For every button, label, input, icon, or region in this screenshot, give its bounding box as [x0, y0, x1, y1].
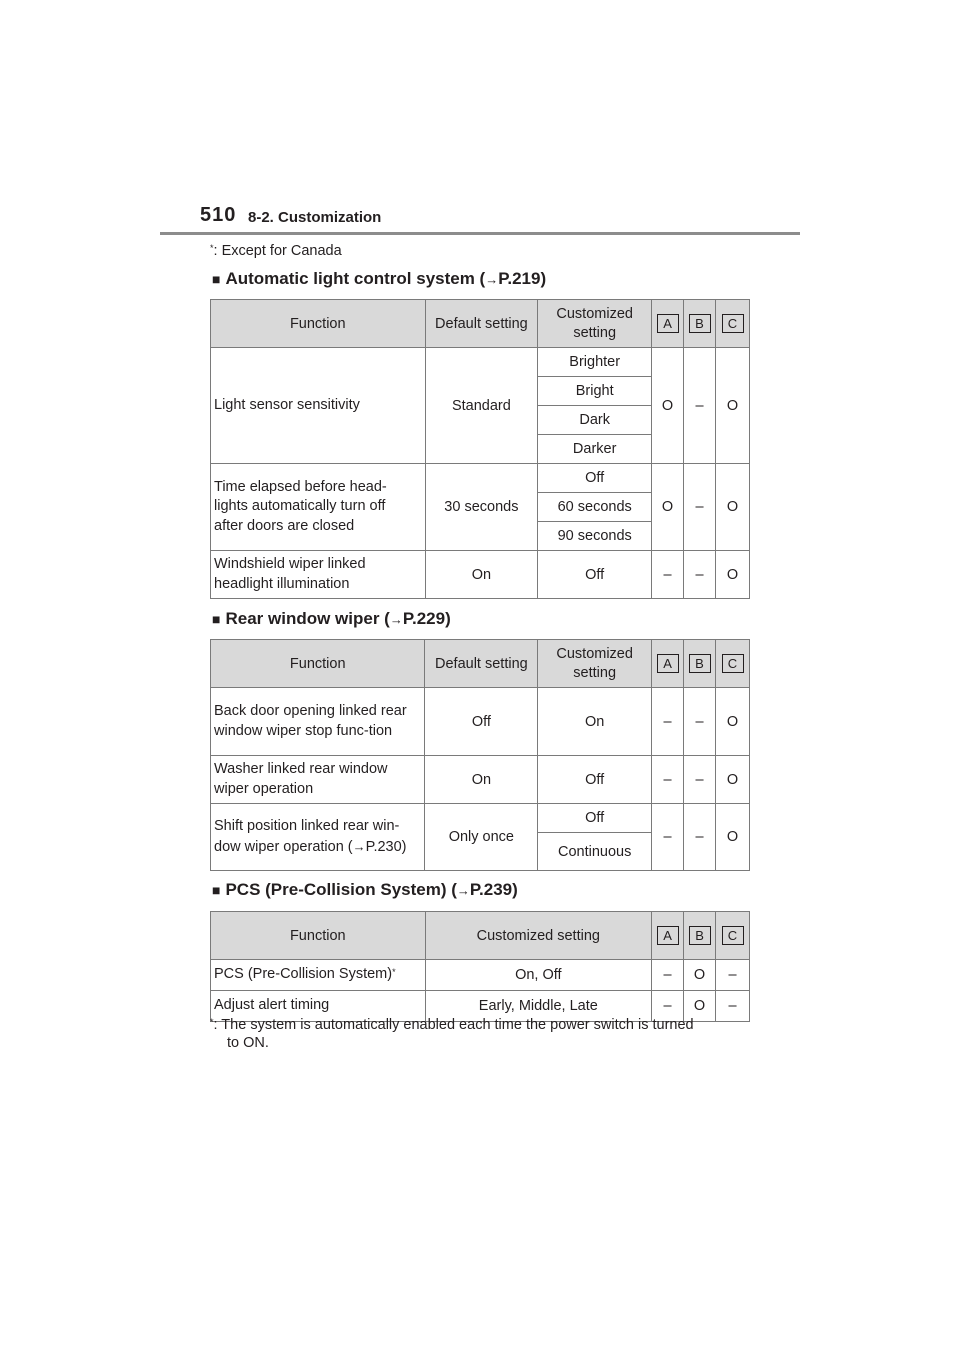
pcs-table: [210, 911, 750, 1022]
function-cell: [211, 960, 426, 991]
header-function: Function: [211, 912, 426, 960]
c-cell: O: [716, 551, 750, 599]
section-title-rear: [212, 609, 451, 629]
a-cell: –: [652, 551, 684, 599]
function-cell: Back door opening linked rear window wiper stop func-tion: [211, 688, 425, 756]
footnote-marker: *: [392, 967, 396, 978]
letter-b-box: B: [689, 314, 711, 333]
default-cell: On: [425, 551, 538, 599]
b-cell: –: [684, 756, 716, 804]
section-title-pcs: [212, 880, 518, 900]
a-cell: –: [652, 960, 684, 991]
c-cell: –: [716, 960, 750, 991]
chapter-title: 8-2. Customization: [248, 209, 382, 226]
custom-cell: Off: [538, 756, 652, 804]
table-row: [211, 464, 750, 493]
option-cell: Continuous: [538, 833, 652, 871]
option-cell: 60 seconds: [538, 493, 652, 522]
footnote-text: : The system is automatically enabled each time the power switch is turned: [213, 1017, 694, 1033]
letter-a-box: A: [657, 314, 679, 333]
function-cell: Windshield wiper linked headlight illumination: [211, 551, 426, 599]
c-cell: –: [716, 991, 750, 1022]
section-square-icon: ■: [212, 271, 221, 287]
c-cell: O: [716, 688, 750, 756]
custom-cell: On: [538, 688, 652, 756]
table-row: [211, 756, 750, 804]
function-text: Shift position linked rear win-dow wiper operation (: [214, 818, 400, 855]
option-cell: Off: [538, 804, 652, 833]
c-cell: O: [716, 804, 750, 871]
section-page-ref[interactable]: P.239): [469, 880, 518, 899]
header-c: [716, 640, 750, 688]
function-cell: Adjust alert timing: [211, 991, 426, 1022]
a-cell: –: [652, 804, 684, 871]
table-row: [211, 960, 750, 991]
b-cell: O: [684, 991, 716, 1022]
a-cell: –: [652, 688, 684, 756]
table-row: [211, 804, 750, 833]
table-header-row: [211, 640, 750, 688]
footnote-line: [210, 1016, 770, 1034]
letter-b-box: B: [689, 926, 711, 945]
function-cell: Time elapsed before head-lights automatically turn off after doors are closed: [211, 464, 426, 551]
custom-cell: Early, Middle, Late: [425, 991, 652, 1022]
b-cell: –: [684, 348, 716, 464]
header-a: [652, 912, 684, 960]
function-text: PCS (Pre-Collision System): [214, 966, 393, 983]
letter-a-box: A: [657, 654, 679, 673]
header-c: [716, 300, 750, 348]
section-square-icon: ■: [212, 611, 221, 627]
section-title-text: Automatic light control system (: [225, 269, 486, 288]
function-cell: Washer linked rear window wiper operation: [211, 756, 425, 804]
b-cell: –: [684, 464, 716, 551]
b-cell: –: [684, 688, 716, 756]
default-cell: Only once: [425, 804, 538, 871]
header-a: [652, 300, 684, 348]
section-square-icon: ■: [212, 882, 221, 898]
footnote-marker: *: [210, 243, 214, 253]
header-default: Default setting: [425, 640, 538, 688]
section-title-light: [212, 269, 546, 289]
b-cell: O: [684, 960, 716, 991]
header-rule: [160, 232, 800, 235]
section-title-text: Rear window wiper (: [225, 609, 390, 628]
table-row: [211, 688, 750, 756]
function-cell: Light sensor sensitivity: [211, 348, 426, 464]
a-cell: –: [652, 756, 684, 804]
header-b: [684, 640, 716, 688]
custom-cell: Off: [538, 551, 652, 599]
arrow-icon: →: [485, 272, 499, 287]
table-row: [211, 551, 750, 599]
letter-c-box: C: [722, 926, 744, 945]
page-number: 510: [200, 204, 237, 226]
bottom-footnote: [210, 1016, 770, 1052]
light-control-table: [210, 299, 750, 599]
b-cell: –: [684, 551, 716, 599]
table-header-row: [211, 912, 750, 960]
footnote-marker: *: [210, 1017, 214, 1027]
header-function: Function: [211, 640, 425, 688]
option-cell: Dark: [538, 406, 652, 435]
c-cell: O: [716, 756, 750, 804]
custom-cell: On, Off: [425, 960, 652, 991]
table-row: [211, 348, 750, 377]
default-cell: Standard: [425, 348, 538, 464]
header-b: [684, 300, 716, 348]
header-customized: Customized setting: [538, 300, 652, 348]
function-page-ref[interactable]: P.230): [365, 838, 407, 855]
letter-a-box: A: [657, 926, 679, 945]
arrow-icon: →: [389, 612, 403, 627]
table-header-row: [211, 300, 750, 348]
option-cell: Darker: [538, 435, 652, 464]
option-cell: Brighter: [538, 348, 652, 377]
letter-c-box: C: [722, 314, 744, 333]
header-customized: Customized setting: [538, 640, 652, 688]
header-c: [716, 912, 750, 960]
b-cell: –: [684, 804, 716, 871]
function-cell: [211, 804, 425, 871]
arrow-icon: →: [456, 883, 470, 898]
section-title-text: PCS (Pre-Collision System) (: [225, 880, 457, 899]
option-cell: 90 seconds: [538, 522, 652, 551]
default-cell: On: [425, 756, 538, 804]
a-cell: O: [652, 464, 684, 551]
c-cell: O: [716, 464, 750, 551]
header-customized: Customized setting: [425, 912, 652, 960]
default-cell: 30 seconds: [425, 464, 538, 551]
default-cell: Off: [425, 688, 538, 756]
top-footnote: [210, 242, 342, 260]
rear-wiper-table: [210, 639, 750, 871]
c-cell: O: [716, 348, 750, 464]
option-cell: Bright: [538, 377, 652, 406]
footnote-line-2: to ON.: [227, 1035, 269, 1051]
footnote-text: : Except for Canada: [213, 243, 342, 259]
arrow-icon: →: [352, 838, 366, 854]
header-b: [684, 912, 716, 960]
letter-b-box: B: [689, 654, 711, 673]
header-function: Function: [211, 300, 426, 348]
header-default: Default setting: [425, 300, 538, 348]
section-page-ref[interactable]: P.219): [498, 269, 547, 288]
letter-c-box: C: [722, 654, 744, 673]
section-page-ref[interactable]: P.229): [402, 609, 451, 628]
header-a: [652, 640, 684, 688]
a-cell: O: [652, 348, 684, 464]
option-cell: Off: [538, 464, 652, 493]
a-cell: –: [652, 991, 684, 1022]
